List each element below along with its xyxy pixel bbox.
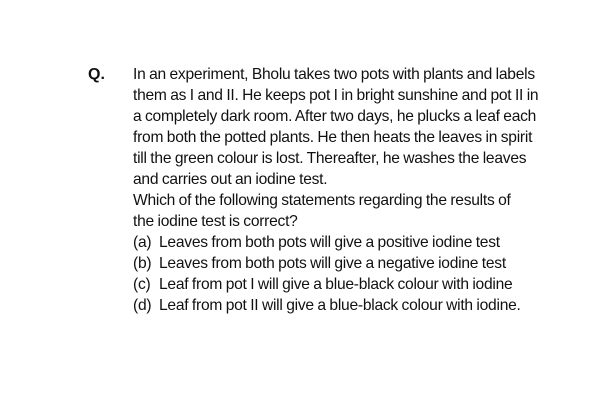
option-letter: (d): [133, 297, 152, 314]
option-text: Leaf from pot II will give a blue-black colour with iodine.: [159, 297, 521, 314]
prompt-line: Which of the following statements regarding the results of: [133, 192, 511, 209]
stem-line: them as I and II. He keeps pot I in bright sunshine and pot II in: [133, 87, 539, 104]
option-letter: (a): [133, 234, 152, 251]
option-b: [133, 253, 553, 274]
option-text: Leaves from both pots will give a negative iodine test: [159, 255, 506, 272]
option-d: [133, 295, 553, 316]
stem-line: In an experiment, Bholu takes two pots with plants and labels: [133, 66, 535, 83]
question-label: Q.: [88, 66, 105, 83]
stem-line: a completely dark room. After two days, he plucks a leaf each: [133, 108, 537, 125]
stem-line: till the green colour is lost. Thereafter, he washes the leaves: [133, 150, 527, 167]
stem-line: and carries out an iodine test.: [133, 171, 328, 188]
option-c: [133, 274, 553, 295]
option-text: Leaf from pot I will give a blue-black colour with iodine: [159, 276, 513, 293]
question-body: [133, 64, 553, 316]
option-letter: (c): [133, 276, 151, 293]
option-letter: (b): [133, 255, 152, 272]
option-a: [133, 232, 553, 253]
stem-line: from both the potted plants. He then heats the leaves in spirit: [133, 129, 533, 146]
option-text: Leaves from both pots will give a positive iodine test: [159, 234, 500, 251]
prompt-line: the iodine test is correct?: [133, 213, 298, 230]
